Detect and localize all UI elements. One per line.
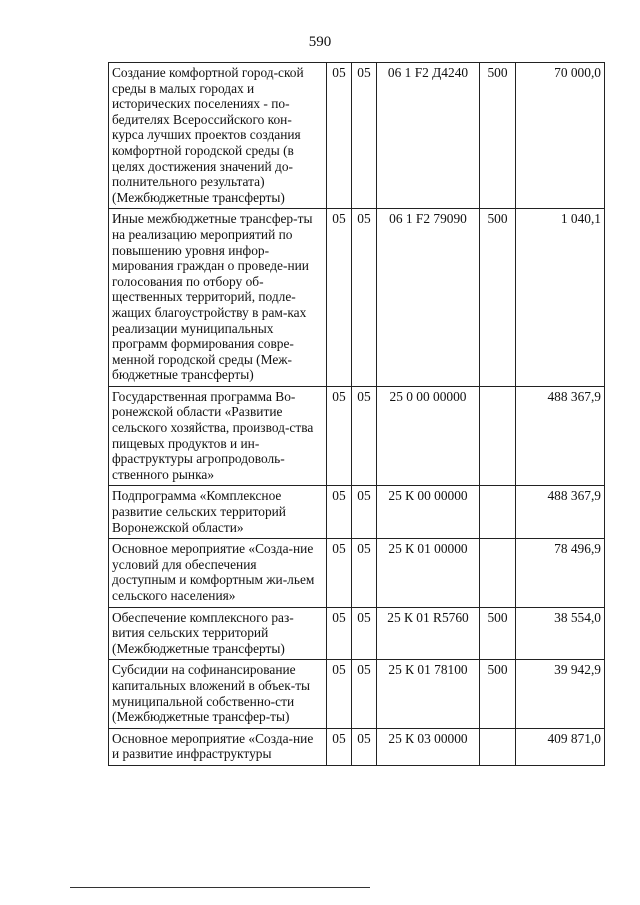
row-expense-type bbox=[480, 486, 516, 539]
row-section: 05 bbox=[327, 607, 352, 660]
row-target-article: 25 К 03 00000 bbox=[377, 728, 480, 765]
row-amount: 488 367,9 bbox=[516, 486, 605, 539]
table-row bbox=[109, 63, 605, 209]
row-name: Подпрограмма «Комплексное развитие сельских территорий Воронежской области» bbox=[109, 486, 327, 539]
table-row bbox=[109, 386, 605, 486]
row-section: 05 bbox=[327, 539, 352, 607]
row-subsection: 05 bbox=[352, 386, 377, 486]
row-subsection: 05 bbox=[352, 728, 377, 765]
row-target-article: 25 К 01 00000 bbox=[377, 539, 480, 607]
row-amount: 488 367,9 bbox=[516, 386, 605, 486]
row-section: 05 bbox=[327, 209, 352, 387]
row-section: 05 bbox=[327, 728, 352, 765]
row-target-article: 25 0 00 00000 bbox=[377, 386, 480, 486]
row-subsection: 05 bbox=[352, 63, 377, 209]
row-amount: 38 554,0 bbox=[516, 607, 605, 660]
row-expense-type bbox=[480, 728, 516, 765]
table-row bbox=[109, 660, 605, 728]
row-subsection: 05 bbox=[352, 660, 377, 728]
table-row bbox=[109, 607, 605, 660]
footer-rule bbox=[70, 887, 370, 888]
row-name: Создание комфортной город-ской среды в малых городах и исторических поселениях - по-бедителях Всероссийского кон-курса лучших проектов создания комфортной городской среды (в целях достижения значений до-полнительного результата) (Межбюджетные трансферты) bbox=[109, 63, 327, 209]
row-amount: 78 496,9 bbox=[516, 539, 605, 607]
page-number: 590 bbox=[308, 34, 332, 50]
row-name: Основное мероприятие «Созда-ние и развитие инфраструктуры bbox=[109, 728, 327, 765]
row-name: Иные межбюджетные трансфер-ты на реализацию мероприятий по повышению уровня инфор-мирования граждан о проведе-нии голосования по отбору об-щественных территорий, подле-жащих благоустройству в рам-ках реализации муниципальных программ формирования совре-менной городской среды (Меж-бюджетные трансферты) bbox=[109, 209, 327, 387]
row-amount: 409 871,0 bbox=[516, 728, 605, 765]
row-amount: 1 040,1 bbox=[516, 209, 605, 387]
table-row bbox=[109, 209, 605, 387]
row-name: Субсидии на софинансирование капитальных вложений в объек-ты муниципальной собственно-сти (Межбюджетные трансфер-ты) bbox=[109, 660, 327, 728]
row-amount: 39 942,9 bbox=[516, 660, 605, 728]
row-section: 05 bbox=[327, 486, 352, 539]
row-subsection: 05 bbox=[352, 539, 377, 607]
row-name: Государственная программа Во-ронежской области «Развитие сельского хозяйства, производ-ства пищевых продуктов и ин-фраструктуры агропродоволь-ственного рынка» bbox=[109, 386, 327, 486]
row-subsection: 05 bbox=[352, 607, 377, 660]
row-target-article: 06 1 F2 79090 bbox=[377, 209, 480, 387]
row-expense-type: 500 bbox=[480, 209, 516, 387]
row-target-article: 25 К 00 00000 bbox=[377, 486, 480, 539]
row-section: 05 bbox=[327, 386, 352, 486]
row-target-article: 06 1 F2 Д4240 bbox=[377, 63, 480, 209]
row-expense-type: 500 bbox=[480, 607, 516, 660]
row-section: 05 bbox=[327, 63, 352, 209]
row-expense-type bbox=[480, 539, 516, 607]
row-section: 05 bbox=[327, 660, 352, 728]
row-target-article: 25 К 01 R5760 bbox=[377, 607, 480, 660]
row-name: Обеспечение комплексного раз-вития сельских территорий (Межбюджетные трансферты) bbox=[109, 607, 327, 660]
row-subsection: 05 bbox=[352, 209, 377, 387]
row-target-article: 25 К 01 78100 bbox=[377, 660, 480, 728]
budget-table bbox=[108, 62, 605, 766]
row-name: Основное мероприятие «Созда-ние условий для обеспечения доступным и комфортным жи-льем сельского населения» bbox=[109, 539, 327, 607]
table-row bbox=[109, 728, 605, 765]
row-expense-type: 500 bbox=[480, 63, 516, 209]
table-row bbox=[109, 486, 605, 539]
row-subsection: 05 bbox=[352, 486, 377, 539]
row-amount: 70 000,0 bbox=[516, 63, 605, 209]
row-expense-type: 500 bbox=[480, 660, 516, 728]
table-row bbox=[109, 539, 605, 607]
row-expense-type bbox=[480, 386, 516, 486]
